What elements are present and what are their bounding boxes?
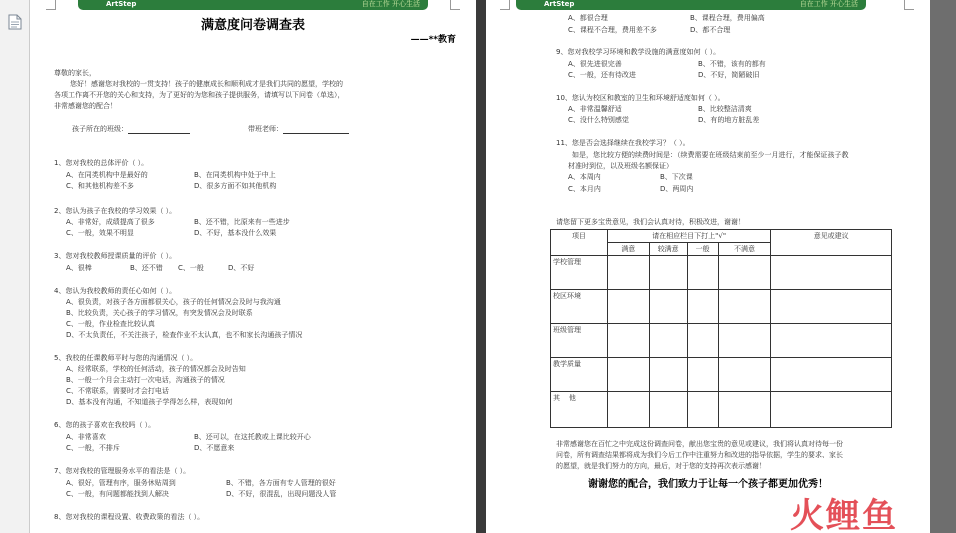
intro-text: 各项工作离不开您的关心和支持，为了更好的为您和孩子提供服务，请填写以下问卷（单选）， — [54, 91, 345, 99]
comment-cell[interactable] — [771, 324, 892, 358]
rating-cell[interactable] — [607, 324, 649, 358]
rating-cell[interactable] — [687, 324, 718, 358]
option: B、不错，各方面有专人管理的很好 — [226, 479, 336, 487]
rating-header: 一般 — [687, 243, 718, 256]
option: A、非常好，成绩提高了很多 — [66, 218, 155, 226]
rating-cell[interactable] — [649, 324, 687, 358]
teacher-input-line[interactable] — [283, 126, 349, 134]
crop-mark — [46, 0, 56, 10]
question-9: 9、您对我校学习环境和教学设施的满意度如何（ ）。 — [556, 48, 721, 56]
option: B、不错，该有的都有 — [698, 60, 766, 68]
option: C、没什么特别感觉 — [568, 116, 629, 124]
page-title: 满意度问卷调查表 — [200, 18, 305, 33]
rating-cell[interactable] — [649, 358, 687, 392]
header-comment: 意见或建议 — [771, 230, 892, 256]
question-note: 材准时到位，以及班级名额保证） — [568, 162, 673, 170]
rating-header: 满意 — [607, 243, 649, 256]
option: A、很负责，对孩子各方面都很关心，孩子的任何情况会及时与我沟通 — [66, 298, 281, 306]
row-label: 班级管理 — [551, 324, 608, 358]
option: D、不好，基本没什么效果 — [194, 229, 277, 237]
document-page-1 — [30, 0, 476, 533]
question-3: 3、您对我校教师授课质量的评价（ ）。 — [54, 252, 177, 260]
option: A、本周内 — [568, 173, 601, 181]
class-field — [72, 124, 190, 134]
option: C、一般，有问题都能找到人解决 — [66, 490, 169, 498]
comment-cell[interactable] — [771, 358, 892, 392]
closing-slogan: 谢谢您的配合，我们致力于让每一个孩子都更加优秀！ — [588, 479, 828, 490]
rating-cell[interactable] — [649, 392, 687, 428]
option: D、不好 — [228, 264, 255, 272]
question-11: 11、您是否会选择继续在我校学习？（ ）。 — [556, 139, 690, 147]
option: C、不常联系，需要时才会打电话 — [66, 387, 169, 395]
option: D、很多方面不如其他机构 — [194, 182, 277, 190]
option: B、还不错 — [130, 264, 163, 272]
teacher-label: 带班老师： — [248, 125, 283, 133]
option: D、不愿意来 — [194, 444, 235, 452]
page-divider — [476, 0, 486, 533]
crop-mark — [500, 0, 510, 10]
intro-text: 非常感谢您的配合！ — [54, 102, 117, 110]
document-page-2 — [486, 0, 930, 533]
comment-cell[interactable] — [771, 256, 892, 290]
option: B、课程合理，费用偏高 — [690, 14, 765, 22]
option: B、一般一个月会主动打一次电话，沟通孩子的情况 — [66, 376, 225, 384]
option: A、经常联系，学校的任何活动，孩子的情况都会及时告知 — [66, 365, 246, 373]
thanks-text: 问卷，所有调查结果都将成为我们今后工作中注重努力和改进的指导依据，学生的要求、家长 — [556, 451, 843, 459]
rating-cell[interactable] — [687, 392, 718, 428]
option: A、非常喜欢 — [66, 433, 106, 441]
logo-slogan: 自在工作 开心生活 — [799, 0, 858, 8]
class-label: 孩子所在的班级： — [72, 125, 128, 133]
option: D、不好，很混乱，出现问题没人管 — [226, 490, 337, 498]
question-10: 10、您认为校区和教室的卫生和环境舒适度如何（ ）。 — [556, 94, 725, 102]
question-6: 6、您的孩子喜欢在我校吗（ ）。 — [54, 421, 156, 429]
option: B、比较负责，关心孩子的学习情况，有突发情况会及时联系 — [66, 309, 253, 317]
thanks-text: 非常感谢您在百忙之中完成这份调查问卷，献出您宝贵的意见或建议，我们将认真对待每一份 — [556, 440, 843, 448]
option: B、下次课 — [660, 173, 693, 181]
thanks-text: 的愿望，就是我们努力的方向，最后，对于您的支持再次表示感谢！ — [556, 462, 766, 470]
logo-slogan: 自在工作 开心生活 — [361, 0, 420, 8]
option: B、在同类机构中处于中上 — [194, 171, 276, 179]
option: D、都不合理 — [690, 26, 731, 34]
rating-cell[interactable] — [687, 256, 718, 290]
option: D、有的地方脏乱差 — [698, 116, 760, 124]
rating-header: 较满意 — [649, 243, 687, 256]
option: A、非常温馨舒适 — [568, 105, 622, 113]
option: C、课程不合理，费用差不多 — [568, 26, 657, 34]
option: C、一般，作业检查比较认真 — [66, 320, 155, 328]
header-logo — [516, 0, 866, 10]
question-7: 7、您对我校的管理服务水平的看法是（ ）。 — [54, 467, 191, 475]
option: C、一般，效果不明显 — [66, 229, 134, 237]
rating-cell[interactable] — [718, 392, 771, 428]
question-1: 1、您对我校的总体评价（ ）。 — [54, 159, 149, 167]
option: A、很先进很完善 — [568, 60, 622, 68]
logo-brand: ArtStep — [106, 0, 137, 8]
navigation-gutter — [0, 0, 30, 533]
document-icon[interactable] — [8, 14, 22, 30]
question-4: 4、您认为我校教师的责任心如何（ ）。 — [54, 287, 177, 295]
option: D、不太负责任，不关注孩子，检查作业不太认真，也不和家长沟通孩子情况 — [66, 331, 303, 339]
option: C、一般，还有待改进 — [568, 71, 636, 79]
teacher-field — [248, 124, 349, 134]
comment-cell[interactable] — [771, 392, 892, 428]
class-input-line[interactable] — [128, 126, 190, 134]
option: B、还可以，在这托教或上课比较开心 — [194, 433, 311, 441]
salutation: 尊敬的家长， — [54, 69, 96, 77]
rating-cell[interactable] — [607, 358, 649, 392]
rating-cell[interactable] — [687, 290, 718, 324]
option: C、一般，不排斥 — [66, 444, 120, 452]
option: D、两周内 — [660, 185, 694, 193]
row-label: 教学质量 — [551, 358, 608, 392]
option: C、本月内 — [568, 185, 601, 193]
question-2: 2、您认为孩子在我校的学习效果（ ）。 — [54, 207, 177, 215]
rating-cell[interactable] — [687, 358, 718, 392]
header-item: 项目 — [551, 230, 608, 256]
option: D、基本没有沟通，不知道孩子学得怎么样，表现如何 — [66, 398, 233, 406]
option: A、都很合理 — [568, 14, 608, 22]
organization-name: ——**教育 — [410, 35, 456, 45]
header-rating: 请在相应栏目下打上"√" — [607, 230, 771, 243]
comment-cell[interactable] — [771, 290, 892, 324]
row-label: 学校管理 — [551, 256, 608, 290]
option: C、一般 — [178, 264, 204, 272]
question-note: 如是，您比较方便的续费时间是：（续费需要在班级结束前至少一月进行，才能保证孩子教 — [572, 151, 849, 159]
table-intro: 请您留下更多宝贵意见，我们会认真对待，积极改进，谢谢！ — [556, 218, 745, 226]
watermark-logo: 火鲤鱼 — [790, 496, 898, 533]
logo-brand: ArtStep — [544, 0, 575, 8]
question-5: 5、我校的任课教师平时与您的沟通情况（ ）。 — [54, 354, 198, 362]
rating-cell[interactable] — [649, 290, 687, 324]
rating-cell[interactable] — [607, 392, 649, 428]
scroll-gutter[interactable] — [930, 0, 956, 533]
option: C、和其他机构差不多 — [66, 182, 134, 190]
row-label: 校区环境 — [551, 290, 608, 324]
rating-cell[interactable] — [718, 324, 771, 358]
rating-cell[interactable] — [607, 290, 649, 324]
row-label: 其 他 — [551, 392, 608, 428]
option: A、在同类机构中是最好的 — [66, 171, 148, 179]
rating-cell[interactable] — [718, 358, 771, 392]
rating-cell[interactable] — [718, 290, 771, 324]
crop-mark — [904, 0, 914, 10]
option: A、很棒 — [66, 264, 92, 272]
header-logo — [78, 0, 428, 10]
option: A、很好，管理有序，服务休贴周到 — [66, 479, 176, 487]
question-8: 8、您对我校的课程设置、收费政策的看法（ ）。 — [54, 513, 205, 521]
rating-header: 不满意 — [718, 243, 771, 256]
intro-text: 您好！感谢您对我校的一贯支持！孩子的健康成长和顺利成才是我们共同的愿望，学校的 — [70, 80, 343, 88]
option: B、还不错，比原来有一些进步 — [194, 218, 290, 226]
rating-cell[interactable] — [718, 256, 771, 290]
option: B、比较整洁清爽 — [698, 105, 752, 113]
feedback-table — [550, 229, 892, 428]
crop-mark — [450, 0, 460, 10]
rating-cell[interactable] — [607, 256, 649, 290]
rating-cell[interactable] — [649, 256, 687, 290]
option: D、不好，简陋破旧 — [698, 71, 760, 79]
